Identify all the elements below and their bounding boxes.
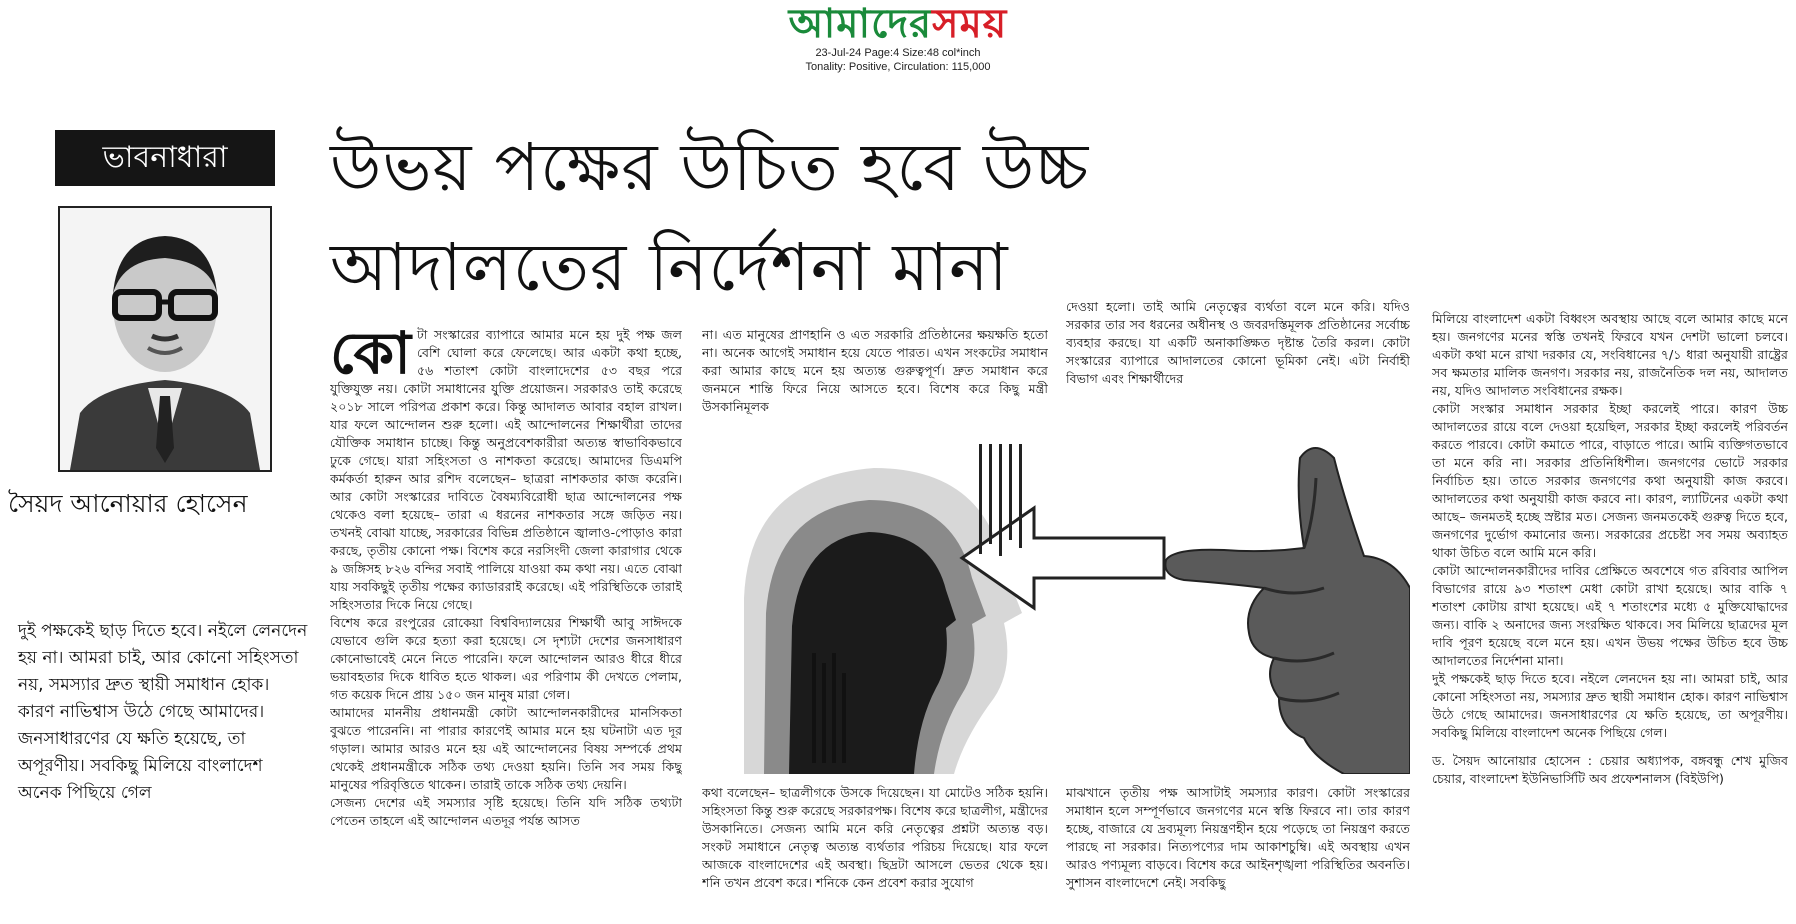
article-paragraph-6: দেওয়া হলো। তাই আমি নেতৃত্বের ব্যর্থতা বলে মনে করি। যদিও সরকার তার সব ধরনের অধীনস্থ ও জবরদস্তিমূলক প্রতিষ্ঠানের সর্বোচ্চ ব্যবহার করছে। যা একটি অনাকাঙ্ক্ষিত দৃষ্টান্ত তৈরি করল। কোটা সংস্কারের ব্যাপারে আদালতের কোনো ভূমিকা নেই। এটা নির্বাহী বিভাগ এবং শিক্ষার্থীদের (1066, 299, 1410, 386)
article-paragraph-10: কোটা সংস্কার সমাধান সরকার ইচ্ছা করলেই পারে। কারণ উচ্চ আদালতের রায়ে বলে দেওয়া হয়েছিল, সরকার ইচ্ছা করলেই পরিবর্তন করতে পারবে। কোটা কমাতে পারে, বাড়াতে পারে। আমি ব্যক্তিগতভাবে তা মনে করি না। সরকার প্রতিনিধিশীল। জনগণের ভোটে সরকার নির্বাচিত হয়। তাতে সরকার জনগণের কথা অনুযায়ী কাজ করবে। আদালতের কথা অনুযায়ী কাজ করবে না। কারণ, ল্যাটিনের একটা কথা আছে– জনমতই হচ্ছে স্রষ্টার মত। সেজন্য জনমতকেই গুরুত্ব দিতে হবে, জনগণের দুর্ভোগ কমানোর জন্য। সরকারের প্রচেষ্টা সব সময় অব্যাহত থাকা উচিত বলে আমি মনে করি। (1432, 401, 1788, 560)
pull-quote (18, 618, 308, 807)
author-bio: ড. সৈয়দ আনোয়ার হোসেন : চেয়ার অধ্যাপক, বঙ্গবন্ধু শেখ মুজিব চেয়ার, বাংলাদেশ ইউনিভার্সিটি অব প্রফেশনালস (বিইউপি) (1432, 753, 1788, 786)
masthead (0, 2, 1796, 74)
article-column-1 (330, 326, 682, 924)
author-portrait-icon (60, 208, 270, 470)
article-paragraph-5: না। এত মানুষের প্রাণহানি ও এত সরকারি প্রতিষ্ঠানের ক্ষয়ক্ষতি হতো না। অনেক আগেই সমাধান হয়ে যেতে পারত। এখন সংকটের সমাধান করা আমার কাছে মনে হয় অত্যন্ত গুরুত্বপূর্ণ। দ্রুত সমাধান করে জনমনে শান্তি ফিরে নিয়ে আসতে হবে। বিশেষ করে কিছু মন্ত্রী উসকানিমূলক (702, 327, 1048, 414)
article-paragraph-3: আমাদের মাননীয় প্রধানমন্ত্রী কোটা আন্দোলনকারীদের মানসিকতা বুঝতে পারেননি। না পারার কারণেই আমার মনে হয় ঘটনাটা এত দূর গড়াল। আমার আরও মনে হয় এই আন্দোলনের বিষয় সম্পর্কে প্রথম থেকেই প্রধানমন্ত্রীকে সঠিক তথ্য দেওয়া হয়নি। তিনি সব সময় কিছু মানুষের পরিবৃত্তিতে থাকেন। তারাই তাকে সঠিক তথ্য দেয়নি। (330, 705, 682, 792)
section-tag: ভাবনাধারা (55, 130, 275, 186)
logo-part-2: সময় (932, 1, 1008, 47)
article-paragraph-7: কথা বলেছেন– ছাত্রলীগকে উসকে দিয়েছেন। যা মোটেও সঠিক হয়নি। সহিংসতা কিন্তু শুরু করেছে সরকারপক্ষ। বিশেষ করে ছাত্রলীগ, মন্ত্রীদের উসকানিতে। সেজন্য আমি মনে করি নেতৃত্বের প্রশ্নটা অত্যন্ত বড়। সংকট সমাধানে নেতৃত্ব অত্যন্ত ব্যর্থতার পরিচয় দিয়েছে। যার ফলে আজকে বাংলাদেশের এই অবস্থা। ছিদ্রটা আসলে ভেতর থেকে হয়। শনি তখন প্রবেশ করে। শনিকে কেন প্রবেশ করার সুযোগ (702, 785, 1048, 890)
article-paragraph-11: কোটা আন্দোলনকারীদের দাবির প্রেক্ষিতে অবশেষে গত রবিবার আপিল বিভাগের রায়ে ৯৩ শতাংশ মেধা কোটা রাখা হয়েছে। আর বাকি ৭ শতাংশ কোটায় রাখা হয়েছে। এই ৭ শতাংশের মধ্যে ৫ মুক্তিযোদ্ধাদের জন্য। বাকি ২ অনাদের জন্য সংরক্ষিত থাকবে। সব মিলিয়ে ছাত্রদের মূল দাবি পূরণ হয়েছে বলে মনে হয়। এখন উভয় পক্ষের উচিত হবে উচ্চ আদালতের নির্দেশনা মানা। (1432, 563, 1788, 668)
clip-meta-2: Tonality: Positive, Circulation: 115,000 (805, 61, 991, 73)
headline (330, 118, 1330, 318)
article-column-2-top (702, 326, 1048, 454)
article-paragraph-8: মাঝখানে তৃতীয় পক্ষ আসাটাই সমস্যার কারণ। কোটা সংস্কারের সমাধান হলে সম্পূর্ণভাবে জনগণের মনে স্বস্তি ফিরবে না। তার কারণ হচ্ছে, বাজারে যে দ্রব্যমূল্য নিয়ন্ত্রণহীন হয়ে পড়েছে তা নিয়ন্ত্রণ করতে পারছে না সরকার। নিত্যপণ্যের দাম আকাশচুম্বি। এই অবস্থায় এখন আরও পণ্যমূল্য বাড়বে। বিশেষ করে আইনশৃঙ্খলা পরিস্থিতির অবনতি। সুশাসন বাংলাদেশে নেই। সবকিছু (1066, 785, 1410, 890)
drop-cap: কো (330, 326, 411, 387)
article-paragraph-9: মিলিয়ে বাংলাদেশ একটা বিধ্বংস অবস্থায় আছে বলে আমার কাছে মনে হয়। জনগণের মনের স্বস্তি তখনই ফিরবে যখন দেশটা ভালো চলবে। একটা কথা মনে রাখা দরকার যে, সংবিধানের ৭/১ ধারা অনুযায়ী রাষ্ট্রের সব ক্ষমতার মালিক জনগণ। সরকার নয়, রাজনৈতিক দল নয়, আদালত নয়, যদিও আদালত সংবিধানের রক্ষক। (1432, 311, 1788, 398)
pointing-hand-illustration-icon (704, 438, 1410, 774)
headline-line-1: উভয় পক্ষের উচিত হবে উচ্চ (330, 129, 1090, 206)
editorial-illustration (704, 438, 1410, 774)
headline-line-2: আদালতের নির্দেশনা মানা (330, 229, 1009, 306)
article-paragraph-2: বিশেষ করে রংপুরের রোকেয়া বিশ্ববিদ্যালয়ের শিক্ষার্থী আবু সাঈদকে যেভাবে গুলি করে হত্যা করা হয়েছে। সে দৃশ্যটা দেশের জনসাধারণ কোনোভাবেই মেনে নিতে পারেনি। ফলে আন্দোলন আরও ধীরে ধীরে ভয়াবহতার দিকে ধাবিত হতে থাকল। এর পরিণাম কী দেখতে পেলাম, গত কয়েক দিনে প্রায় ১৫০ জন মানুষ মারা গেল। (330, 615, 682, 702)
article-column-2-bottom (702, 784, 1048, 924)
article-paragraph-4: সেজন্য দেশের এই সমস্যার সৃষ্টি হয়েছে। তিনি যদি সঠিক তথ্যটা পেতেন তাহলে এই আন্দোলন এতদূর পর্যন্ত আসত (330, 795, 682, 828)
pull-quote-text: দুই পক্ষকেই ছাড় দিতে হবে। নইলে লেনদেন হয় না। আমরা চাই, আর কোনো সহিংসতা নয়, সমস্যার দ্রুত স্থায়ী সমাধান হোক। কারণ নাভিশ্বাস উঠে গেছে আমাদের। জনসাধারণের যে ক্ষতি হয়েছে, তা অপূরণীয়। সবকিছু মিলিয়ে বাংলাদেশ অনেক পিছিয়ে গেল (18, 621, 308, 803)
logo-part-1: আমাদের (788, 1, 933, 47)
article-paragraph-1: টা সংস্কারের ব্যাপারে আমার মনে হয় দুই পক্ষ জল বেশি ঘোলা করে ফেলেছে। আর একটা কথা হচ্ছে, ৫৬ শতাংশ কোটা বাংলাদেশের ৫৩ বছর পরে যুক্তিযুক্ত নয়। কোটা সমাধানের যুক্তি প্রয়োজন। সরকারও তাই করেছে ২০১৮ সালে পরিপত্র প্রকাশ করে। কিন্তু আদালত আবার বহাল রাখল। যার ফলে আন্দোলন শুরু হলো। এই আন্দোলনের শিক্ষার্থীরা তাদের যৌক্তিক সমাধান চাচ্ছে। কিন্তু অনুপ্রবেশকারীরা অত্যন্ত স্বাভাবিকভাবে ঢুকে গেছে। যারা সহিংসতা ও নাশকতা করেছে। আমাদের ডিএমপি কর্মকর্তা হারুন আর রশিদ বলেছেন– ছাত্ররা নাশকতার কাজ করেনি। আর কোটা সংস্কারের দাবিতে বৈষম্যবিরোধী ছাত্র আন্দোলনের পক্ষ থেকেও বলা হয়েছে– তারা এ ধরনের নাশকতার সঙ্গে জড়িত নয়। তখনই বোঝা যাচ্ছে, সরকারের বিভিন্ন প্রতিষ্ঠানে জ্বালাও-পোড়াও কারা করছে, তৃতীয় কোনো পক্ষ। বিশেষ করে নরসিংদী জেলা কারাগার থেকে ৯ জঙ্গিসহ ৮২৬ বন্দির সবাই পালিয়ে যাওয়া কম কথা নয়। এতে বোঝা যায় সবকিছুই তৃতীয় পক্ষের ক্যাডাররাই করেছে। এই পরিস্থিতিকে তারাই সহিংসতার দিকে নিয়ে গেছে। (330, 327, 682, 612)
newspaper-logo (0, 2, 1796, 46)
author-photo (58, 206, 272, 472)
article-column-4 (1432, 310, 1788, 920)
article-column-3-top (1066, 298, 1410, 456)
clip-meta-1: 23-Jul-24 Page:4 Size:48 col*inch (815, 47, 981, 59)
article-paragraph-12: দুই পক্ষকেই ছাড় দিতে হবে। নইলে লেনদেন হয় না। আমরা চাই, আর কোনো সহিংসতা নয়, সমস্যার দ্রুত স্থায়ী সমাধান হোক। কারণ নাভিশ্বাস উঠে গেছে আমাদের। জনসাধারণের যে ক্ষতি হয়েছে, তা অপূরণীয়। সবকিছু মিলিয়ে বাংলাদেশ অনেক পিছিয়ে গেল। (1432, 671, 1788, 740)
author-name: সৈয়দ আনোয়ার হোসেন (8, 489, 248, 518)
article-column-3-bottom (1066, 784, 1410, 924)
